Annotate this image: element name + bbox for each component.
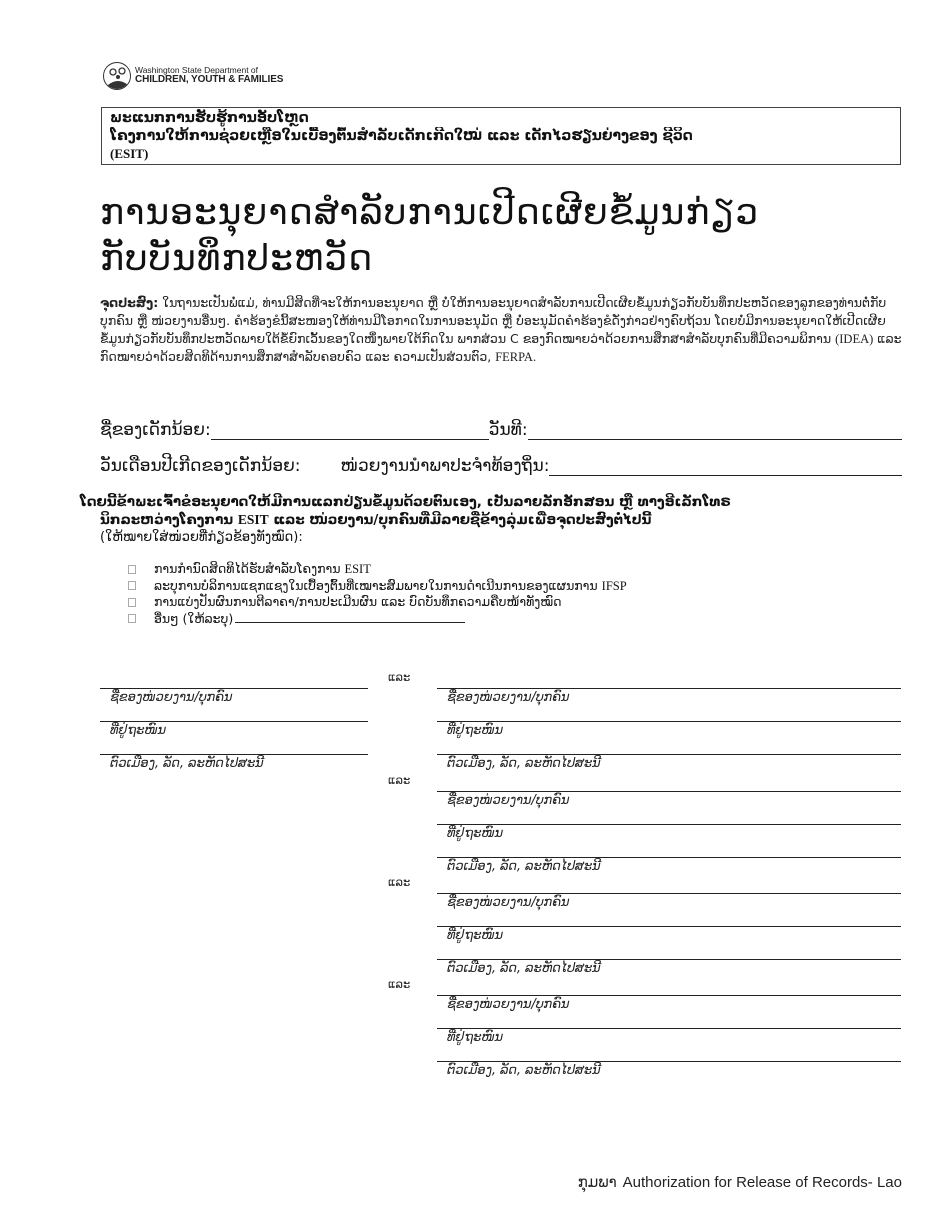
city-state-zip-field[interactable] [100, 754, 368, 787]
option-label: ອື່ນໆ (ໃຫ້ລະບຸ) [154, 610, 234, 626]
authorization-statement [80, 494, 900, 546]
option-other[interactable] [128, 611, 627, 628]
option-ifsp-services[interactable] [128, 578, 627, 595]
lead-agency-label: ໜ່ວຍງານນຳພາປະຈຳທ້ອງຖິ່ນ: [340, 456, 550, 476]
child-name-label: ຊື່ຂອງເດັກນ້ອຍ: [100, 420, 211, 440]
child-name-date-row [100, 420, 902, 440]
street-address-field[interactable] [100, 721, 368, 754]
checkbox[interactable] [128, 598, 136, 607]
agency-name-field[interactable] [437, 995, 901, 1028]
other-specify-field[interactable] [235, 611, 465, 623]
authorize-line-2-esit: ESIT [237, 512, 269, 527]
footer-month: ກຸມພາ [577, 1173, 617, 1191]
street-address-field[interactable] [437, 1028, 901, 1061]
dcyf-logo [103, 62, 283, 90]
and-label: ແລະ [388, 670, 411, 684]
agency-name-field[interactable] [437, 791, 901, 824]
option-share-evaluations[interactable] [128, 594, 627, 611]
city-state-zip-label: ຕົວເມືອງ, ລັດ, ລະຫັດໄປສະນີ [447, 859, 601, 874]
program-header-box [101, 107, 901, 165]
agency-name-field[interactable] [100, 688, 368, 721]
checkbox[interactable] [128, 565, 136, 574]
header-department: ພະແນກການຮັບຮູ້ການອັບໂຫຼດ [110, 110, 309, 126]
street-address-label: ທີ່ຢູ່ຖະໜົນ [447, 1030, 504, 1045]
agency-name-label: ຊື່ຂອງໜ່ວຍງານ/ບຸກຄົນ [447, 895, 570, 910]
logo-agency-name: CHILDREN, YOUTH & FAMILIES [135, 74, 284, 86]
city-state-zip-label: ຕົວເມືອງ, ລັດ, ລະຫັດໄປສະນີ [447, 1063, 601, 1078]
street-address-label: ທີ່ຢູ່ຖະໜົນ [447, 723, 504, 738]
street-address-field[interactable] [437, 926, 901, 959]
purpose-options [128, 561, 627, 627]
purpose-body: ໃນຖານະເປັນພໍ່ແມ່, ທ່ານມີສິດທີ່ຈະໃຫ້ການອະນຸຍາດ ຫຼື ບໍ່ໃຫ້ການອະນຸຍາດສຳລັບການເປີດເຜີຍຂໍ້ມູນກ່ຽວກັບບັນທຶກປະຫວັດຂອງລູກຂອງທ່ານຕໍ່ກັບບຸກຄົນ ຫຼື ໜ່ວຍງານອື່ນໆ. ຄຳຮ້ອງຂໍນີ້ສະໜອງໃຫ້ທ່ານມີໂອກາດໃນການອະນຸມັດ ຫຼື ບໍ່ອະນຸມັດຄຳຮ້ອງຂໍດັ່ງກ່າວຢ່າງຄົບຖ້ວນ ໂດຍບໍ່ມີການອະນຸຍາດໃຫ້ເປີດເຜີຍຂໍ້ມູນກ່ຽວກັບບັນທຶກປະຫວັດພາຍໃຕ້ຂໍ້ຍົກເວັ້ນຂອງໃດໜຶ່ງພາຍໃຕ້ກົດໃນ ພາກສ່ວນ C ຂອງກົດໝາຍວ່າດ້ວຍການສຶກສາສຳລັບບຸກຄົນທີ່ມີຄວາມພິການ [100, 295, 887, 346]
agency-name-label: ຊື່ຂອງໜ່ວຍງານ/ບຸກຄົນ [447, 793, 570, 808]
agency-block-right-4 [437, 995, 901, 1094]
agency-name-field[interactable] [437, 688, 901, 721]
agency-name-field[interactable] [437, 893, 901, 926]
option-label: ລະບຸການບໍລິການແຊກແຊງໃນເບື້ອງຕົ້ນທີ່ເໝາະສົມພາຍໃນການດຳເນີນການຂອງແຜນການ [154, 577, 598, 593]
dob-label: ວັນເດືອນປີເກີດຂອງເດັກນ້ອຍ: [100, 456, 301, 476]
purpose-lead: ຈຸດປະສົງ: [100, 295, 159, 310]
date-label: ວັນທີ: [488, 420, 528, 440]
city-state-zip-label: ຕົວເມືອງ, ລັດ, ລະຫັດໄປສະນີ [447, 756, 601, 771]
purpose-idea: (IDEA) [835, 332, 874, 346]
page-title [100, 190, 900, 282]
authorize-line-1: ໂດຍນີ້ຂ້າພະເຈົ້າຂໍອະນຸຍາດໃຫ້ມີການແລກປ່ຽນຂໍ້ມູນດ້ວຍຕົນເອງ, ເປັນລາຍລັກອັກສອນ ຫຼື ທາງອີເລັກໂທຣ [80, 494, 731, 510]
footer-form-title: Authorization for Release of Records- Lao [622, 1174, 902, 1191]
city-state-zip-label: ຕົວເມືອງ, ລັດ, ລະຫັດໄປສະນີ [110, 756, 264, 771]
city-state-zip-label: ຕົວເມືອງ, ລັດ, ລະຫັດໄປສະນີ [447, 961, 601, 976]
option-label: ການແບ່ງປັນຜົນການຕີລາຄາ/ການປະເມີນຜົນ ແລະ ບົດບັນທຶກຄວາມຄືບໜ້າທັງໝົດ [154, 594, 562, 609]
and-label: ແລະ [388, 773, 411, 787]
child-name-field[interactable] [211, 420, 489, 440]
header-program-name: ໂຄງການໃຫ້ການຊ່ວຍເຫຼືອໃນເບື້ອງຕົ້ນສຳລັບເດັກເກີດໃໝ່ ແລະ ເດັກໄວຮຽນຍ່າງຂອງ ຊີວິດ [110, 128, 693, 144]
purpose-body-2: ແລະ ກົດໝາຍວ່າດ້ວຍສິດທິດ້ານການສຶກສາສຳລັບຄອບຄົວ ແລະ ຄວາມເປັນສ່ວນຕົວ, [100, 331, 902, 364]
agency-name-label: ຊື່ຂອງໜ່ວຍງານ/ບຸກຄົນ [447, 690, 570, 705]
logo-department-line: Washington State Department of [135, 65, 259, 76]
option-label: ການກຳນົດສິດທິໄດ້ຮັບສຳລັບໂຄງການ [154, 561, 341, 576]
and-label: ແລະ [388, 977, 411, 991]
city-state-zip-field[interactable] [437, 959, 901, 992]
option-latin: ESIT [344, 562, 371, 576]
street-address-label: ທີ່ຢູ່ຖະໜົນ [447, 928, 504, 943]
authorize-line-2 [80, 511, 900, 529]
date-field[interactable] [528, 420, 902, 440]
city-state-zip-field[interactable] [437, 857, 901, 890]
authorize-line-2-pre: ນິກລະຫວ່າງໂຄງການ [100, 512, 234, 528]
street-address-label: ທີ່ຢູ່ຖະໜົນ [110, 723, 167, 738]
page-footer [578, 1173, 902, 1191]
agency-name-label: ຊື່ຂອງໜ່ວຍງານ/ບຸກຄົນ [110, 690, 233, 705]
option-eligibility[interactable] [128, 561, 627, 578]
checkbox[interactable] [128, 614, 136, 623]
option-latin: IFSP [601, 578, 627, 593]
lead-agency-field[interactable] [549, 456, 902, 476]
authorize-line-2-post: ແລະ ໜ່ວຍງານ/ບຸກຄົນທີ່ມີລາຍຊື່ຂ້າງລຸ່ມເພື່ອຈຸດປະສົງຕໍ່ໄປນີ້ [273, 512, 652, 528]
agency-block-right-2 [437, 791, 901, 890]
checkbox[interactable] [128, 581, 136, 590]
header-esit: (ESIT) [110, 146, 149, 161]
street-address-field[interactable] [437, 721, 901, 754]
authorize-instruction: (ໃຫ້ໝາຍໃສ່ໜ່ວຍທີ່ກ່ຽວຂ້ອງທັງໝົດ): [100, 530, 303, 545]
agency-block-left [100, 688, 368, 787]
purpose-paragraph [100, 294, 905, 366]
agency-name-label: ຊື່ຂອງໜ່ວຍງານ/ບຸກຄົນ [447, 997, 570, 1012]
title-line-1: ການອະນຸຍາດສຳລັບການເປີດເຜີຍຂໍ້ມູນກ່ຽວ [100, 192, 760, 233]
agency-block-right-3 [437, 893, 901, 992]
purpose-ferpa: FERPA. [495, 350, 537, 364]
city-state-zip-field[interactable] [437, 754, 901, 787]
family-logo-icon [103, 62, 131, 90]
street-address-label: ທີ່ຢູ່ຖະໜົນ [447, 826, 504, 841]
and-label: ແລະ [388, 875, 411, 889]
city-state-zip-field[interactable] [437, 1061, 901, 1094]
title-line-2: ກັບບັນທຶກປະຫວັດ [100, 238, 374, 279]
dob-agency-row [100, 456, 902, 476]
agency-block-right-1 [437, 688, 901, 787]
street-address-field[interactable] [437, 824, 901, 857]
